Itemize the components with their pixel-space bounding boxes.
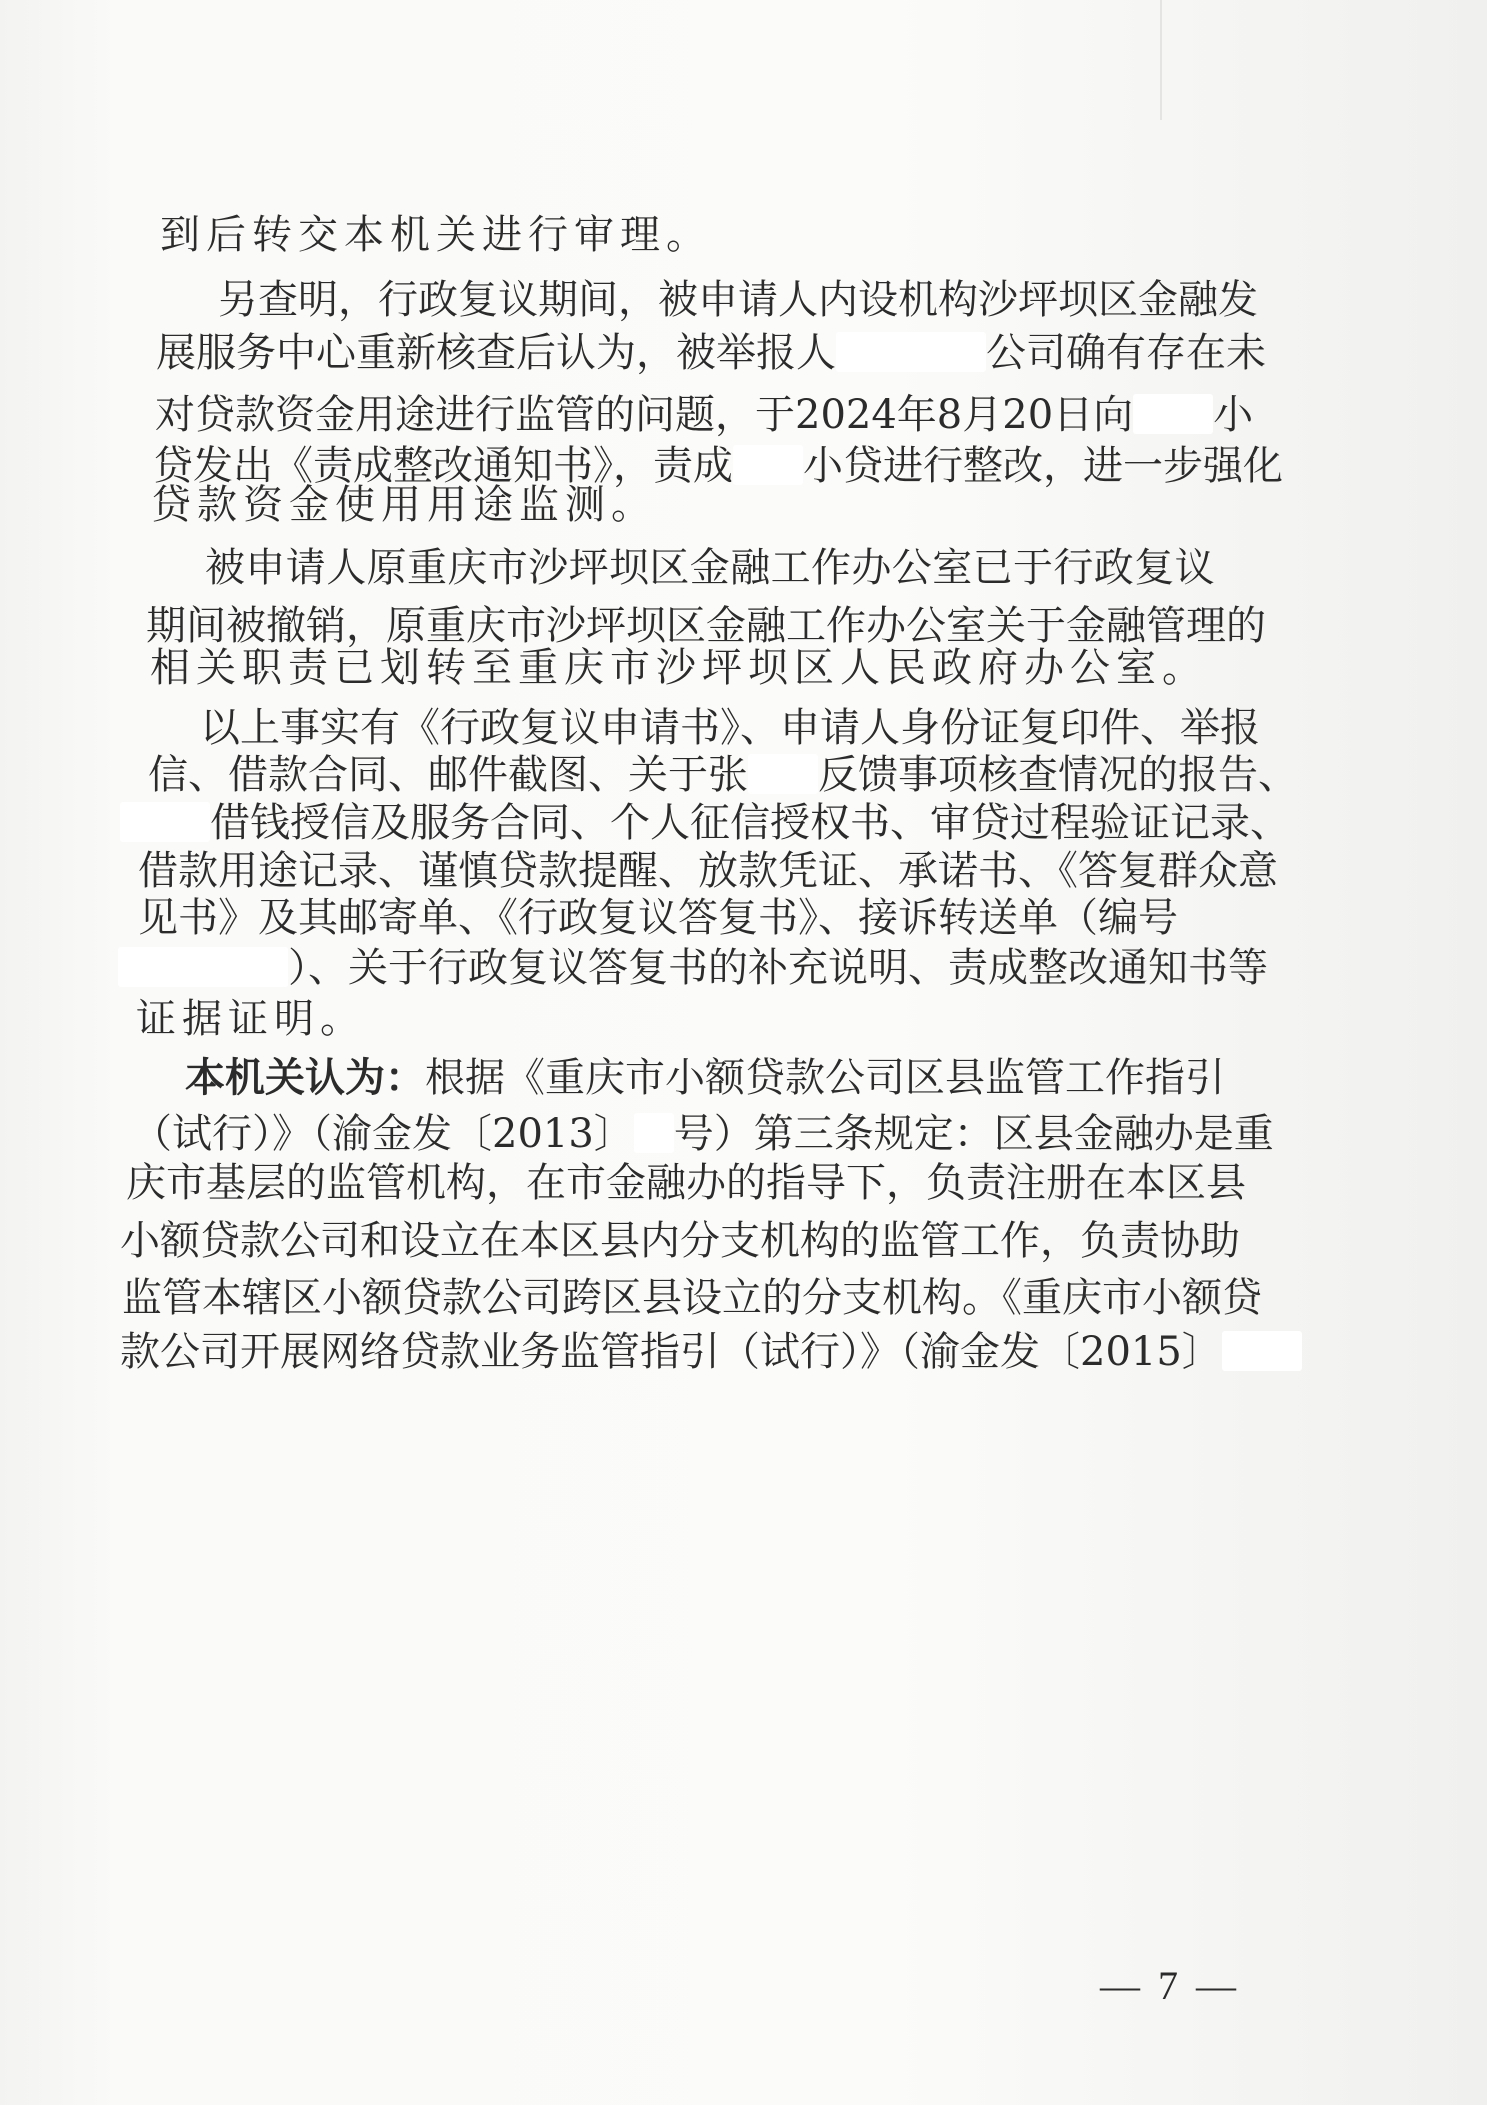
text-run: 小 <box>1213 392 1254 438</box>
text-line <box>200 705 1260 751</box>
text-line <box>126 1160 1246 1206</box>
text-line <box>118 945 1268 991</box>
text-line <box>150 645 1208 691</box>
text-run: 款公司开展网络贷款业务监管指引（试行）》（渝金发〔2015〕 <box>120 1329 1222 1375</box>
text-run: 监管本辖区小额贷款公司跨区县设立的分支机构。《重庆市小额贷 <box>122 1275 1262 1321</box>
text-run: 期间被撤销，原重庆市沙坪坝区金融工作办公室关于金融管理的 <box>146 603 1266 649</box>
text-run: 公司确有存在未 <box>986 330 1266 376</box>
redaction-block <box>634 1113 674 1153</box>
bold-lead-text: 本机关认为： <box>185 1054 425 1101</box>
text-run: 借款用途记录、谨慎贷款提醒、放款凭证、承诺书、《答复群众意 <box>138 848 1278 894</box>
text-run: ）、关于行政复议答复书的补充说明、责成整改通知书等 <box>288 945 1268 991</box>
text-line <box>132 1111 1274 1157</box>
redaction-block <box>733 445 803 485</box>
text-run: 证据证明。 <box>136 996 366 1042</box>
text-line <box>151 482 657 528</box>
text-run: 信、借款合同、邮件截图、关于张 <box>148 752 748 798</box>
text-line <box>122 1275 1262 1321</box>
redaction-block <box>1133 394 1213 434</box>
text-run: 以上事实有《行政复议申请书》、申请人身份证复印件、举报 <box>200 705 1260 751</box>
text-line <box>120 1329 1302 1375</box>
text-line <box>146 603 1266 649</box>
redaction-block <box>748 754 818 794</box>
text-line <box>160 212 712 258</box>
text-line <box>205 545 1215 591</box>
text-line <box>218 277 1258 323</box>
text-run: 小贷进行整改，进一步强化 <box>803 443 1283 489</box>
text-line <box>155 392 1253 438</box>
text-run: 反馈事项核查情况的报告、 <box>818 752 1298 798</box>
text-run: 根据《重庆市小额贷款公司区县监管工作指引 <box>425 1055 1225 1101</box>
text-line <box>138 895 1178 941</box>
text-line <box>136 996 366 1042</box>
text-line <box>120 800 1290 846</box>
redaction-block <box>836 332 986 372</box>
text-run: 小额贷款公司和设立在本区县内分支机构的监管工作，负责协助 <box>120 1218 1240 1264</box>
text-run: 贷款资金使用用途监测。 <box>151 482 657 528</box>
page-fold-mark <box>1160 0 1162 120</box>
page-number: — 7 — <box>1100 1963 1240 2008</box>
text-run: 另查明，行政复议期间，被申请人内设机构沙坪坝区金融发 <box>218 277 1258 323</box>
redaction-block <box>118 947 288 987</box>
text-run: 展服务中心重新核查后认为，被举报人 <box>156 330 836 376</box>
redaction-block <box>1222 1331 1302 1371</box>
text-run: 号）第三条规定：区县金融办是重 <box>673 1111 1274 1157</box>
text-run: （试行）》（渝金发〔2013〕 <box>132 1111 634 1157</box>
text-run: 庆市基层的监管机构，在市金融办的指导下，负责注册在本区县 <box>126 1160 1246 1206</box>
text-run: 见书》及其邮寄单、《行政复议答复书》、接诉转送单（编号 <box>138 895 1178 941</box>
text-run: 被申请人原重庆市沙坪坝区金融工作办公室已于行政复议 <box>205 545 1215 591</box>
text-run: 借钱授信及服务合同、个人征信授权书、审贷过程验证记录、 <box>210 800 1290 846</box>
text-run: 贷发出《责成整改通知书》，责成 <box>153 443 733 489</box>
text-run: 相关职责已划转至重庆市沙坪坝区人民政府办公室。 <box>150 645 1208 691</box>
text-line <box>138 848 1278 894</box>
text-run: 到后转交本机关进行审理。 <box>160 212 712 258</box>
text-run: 对贷款资金用途进行监管的问题，于2024年8月20日向 <box>155 392 1134 438</box>
text-line <box>185 1055 1225 1101</box>
redaction-block <box>120 802 210 842</box>
text-line <box>148 752 1298 798</box>
text-line <box>156 330 1266 376</box>
text-line <box>120 1218 1240 1264</box>
